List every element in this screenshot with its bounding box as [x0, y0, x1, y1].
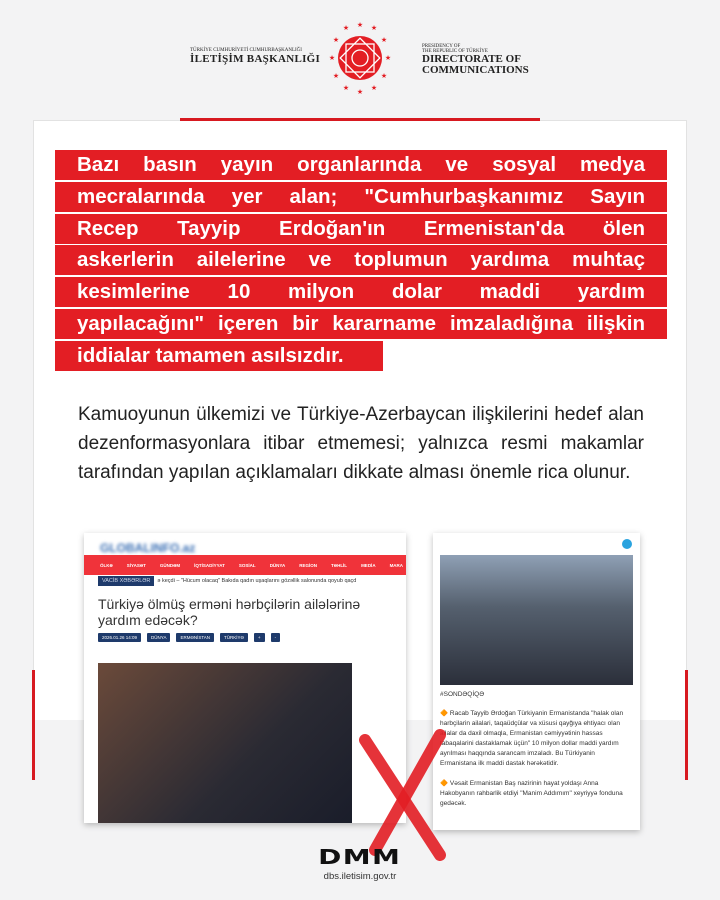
divider [685, 670, 688, 780]
divider [180, 118, 540, 121]
headline-line: iddialar tamamen asılsızdır. [55, 341, 383, 371]
false-cross-icon [355, 725, 455, 865]
svg-text:★: ★ [380, 37, 388, 44]
svg-text:★: ★ [356, 22, 364, 29]
iletisim-baskanligi-wordmark [190, 48, 320, 65]
svg-text:★: ★ [380, 73, 388, 80]
svg-text:★: ★ [328, 55, 336, 62]
nav-item: ÖLKƏ [100, 562, 113, 568]
ticker-label: VACİB XƏBƏRLƏR [98, 576, 154, 586]
headline-line: Bazı basın yayın organlarında ve sosyal medya [55, 150, 667, 180]
header-big-text: COMMUNICATIONS [422, 64, 529, 76]
tag: - [271, 633, 281, 642]
nav-item: MEDİA [361, 562, 376, 568]
header-small-text: PRESIDENCY OF [422, 44, 461, 49]
nav-item: GÜNDƏM [159, 562, 181, 568]
headline-line: mecralarında yer alan; "Cumhurbaşkanımız Sayın [55, 182, 667, 212]
tag: ERMƏNİSTAN [176, 633, 214, 642]
tag: 2026.01.26 14:09 [98, 633, 141, 642]
headline-line: yapılacağını" içeren bir kararname imzaladığına ilişkin [55, 309, 667, 339]
svg-text:★: ★ [370, 85, 378, 92]
headline [55, 150, 667, 373]
post-hashtag: #SONDƏQİQƏ [440, 691, 485, 698]
news-ticker [98, 578, 356, 584]
directorate-wordmark [422, 44, 529, 76]
nav-item: İQTİSADİYYAT [194, 562, 225, 568]
telegram-icon [622, 539, 632, 549]
post-text [440, 709, 632, 819]
svg-text:★: ★ [342, 25, 350, 32]
svg-text:★: ★ [332, 73, 340, 80]
headline-line: askerlerin ailelerine ve toplumun yardıma muhtaç [55, 245, 667, 275]
tag: TÜRKİYƏ [220, 633, 248, 642]
header [0, 18, 720, 98]
dmm-logo: DMM [318, 845, 402, 869]
header-small-text: THE REPUBLIC OF TÜRKİYE [422, 49, 488, 54]
post-paragraph: 🔶 Racab Tayyib Ərdoğan Türkiyanin Ermanistanda "halak olan harbçilarin ailalari, taqaüdçülar va xüsusi qayğıya ehtiyacı olan ailalar da daxil olmaqla, Ermanistan cəmiyyətinin hassas tabaqalarini dastaklamak üçün" 10 milyon dollar maddi yardım ayrılması haqqında sarancam imzaladı. Bu Türkiyanin Ermanistana ilk maddi dastak hərəkətidir. [440, 710, 624, 767]
header-big-text: İLETİŞİM BAŞKANLIĞI [190, 53, 321, 65]
nav-item: TƏHLİL [331, 562, 348, 568]
body-text: Kamuoyunun ülkemizi ve Türkiye-Azerbaycan ilişkilerini hedef alan dezenformasyonlara itibar etmemesi; yalnızca resmi makamlar tarafından yapılan açıklamaları dikkate alması önemle rica olunur. [78, 404, 644, 483]
divider [32, 670, 35, 780]
svg-text:★: ★ [370, 25, 378, 32]
post-photo [440, 555, 633, 685]
footer [0, 845, 720, 882]
nav-item: SOSİAL [238, 562, 256, 568]
nav-item: REGİON [299, 562, 318, 568]
svg-text:★: ★ [332, 37, 340, 44]
svg-text:★: ★ [384, 55, 392, 62]
nav-item: DÜNYA [269, 562, 286, 568]
nav-item: SİYASƏT [126, 562, 146, 568]
headline-line: Recep Tayyip Erdoğan'ın Ermenistan'da ölen [55, 214, 667, 244]
tag: + [254, 633, 265, 642]
post-paragraph: 🔶 Vəsait Ermanistan Baş nazirinin hayat yoldaşı Anna Hakobyanın rahbarlik etdiyi "Manim Addımım" xeyriyyə fonduna gedəcək. [440, 780, 623, 807]
headline-line: kesimlerine 10 milyon dolar maddi yardım [55, 277, 667, 307]
header-small-text: TÜRKİYE CUMHURİYETİ CUMHURBAŞKANLIĞI [190, 48, 302, 53]
tag: DÜNYA [147, 633, 170, 642]
article-tags [98, 633, 280, 642]
header-big-text: DIRECTORATE OF [422, 53, 521, 65]
svg-text:★: ★ [356, 89, 364, 96]
social-post-screenshot [433, 533, 640, 830]
site-nav [84, 555, 406, 575]
footer-url: dbs.iletisim.gov.tr [323, 871, 397, 882]
article-photo [98, 663, 352, 823]
nav-item: MARA [389, 562, 404, 568]
svg-text:★: ★ [342, 85, 350, 92]
presidential-emblem-icon [330, 18, 390, 98]
site-logo: GLOBALINFO.az [100, 541, 196, 555]
article-title: Türkiyə ölmüş erməni hərbçilərin ailələrinə yardım edəcək? [98, 596, 361, 628]
ticker-text: ə keçdi – "Hücum olacaq" Bakıda qadın uşaqlarını gözəllik salonunda qoyub qaçd [157, 578, 357, 584]
